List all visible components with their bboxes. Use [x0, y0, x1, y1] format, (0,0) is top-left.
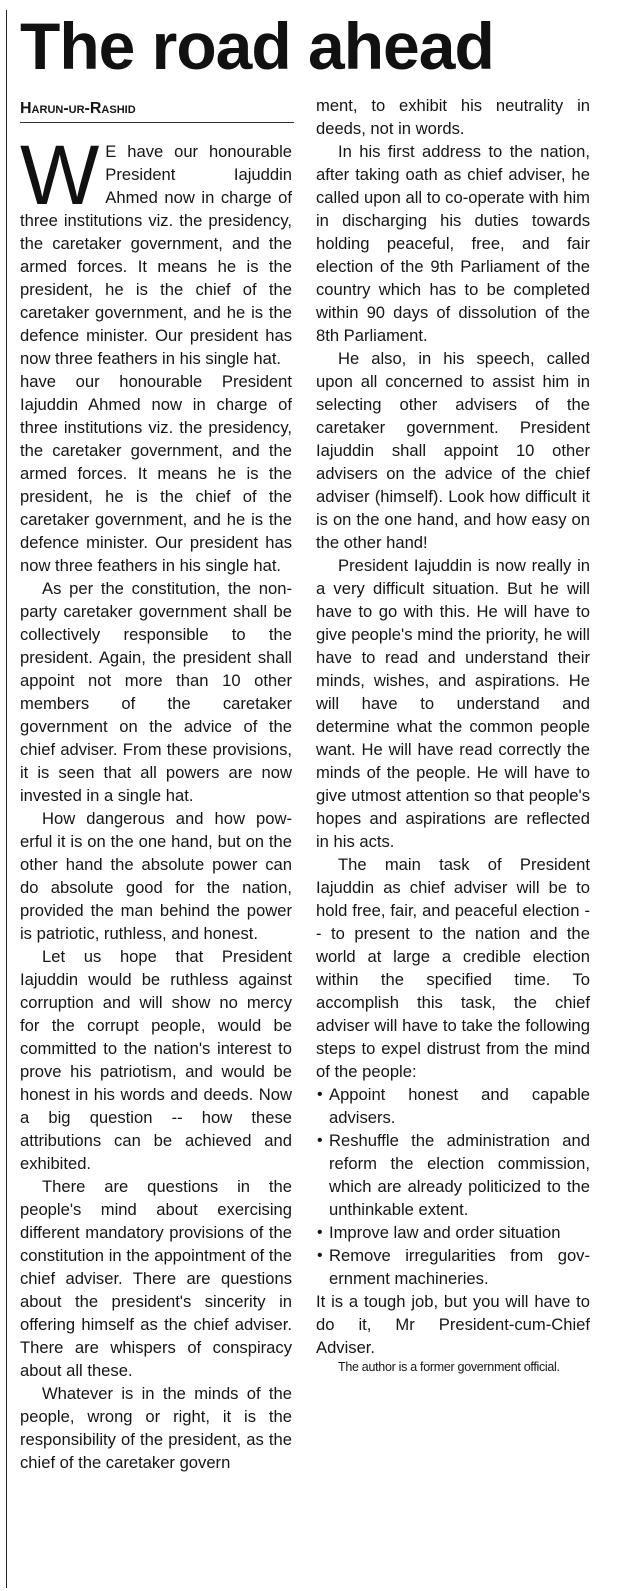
- closing-paragraph: It is a tough job, but you will have to do it, Mr President-cum-Chief Adviser.: [316, 1292, 590, 1357]
- bullet-dot-icon: •: [317, 1224, 323, 1241]
- bullet-item: [316, 1129, 590, 1221]
- bullet-dot-icon: •: [317, 1132, 323, 1149]
- body-paragraph: Let us hope that President Iajuddin would be ruthless against corruption and will show no mercy for the corrupt people, would be committed to the nation's interest to prove his patriotism, and would be honest in his words and deeds. Now a big question -- how these attributions can be achieved and exhibited.: [20, 947, 292, 1173]
- bullet-item: [316, 1221, 590, 1244]
- left-column-rule: [6, 10, 7, 1588]
- author-footnote: The author is a former government official.: [338, 1360, 560, 1374]
- body-paragraph: There are questions in the people's mind about exercising different mandatory provisions of the constitution in the appointment of the chief adviser. There are questions about the president's sincerity in offering himself as the chief adviser. There are whispers of conspiracy about all these.: [20, 1177, 292, 1380]
- byline: Harun-ur-Rashid: [20, 99, 294, 123]
- body-paragraph: Whatever is in the minds of the people, wrong or right, it is the responsibility of the president, as the chief of the caretaker govern: [20, 1384, 292, 1472]
- bullet-text: Improve law and order situation: [329, 1223, 561, 1242]
- body-paragraph: President Iajuddin is now really in a very difficult situation. But he will have to go with this. He will have to give people's mind the priority, he will have to read and understand their minds, wishes, and aspirations. He will have to understand and determine what the common people want. He will have read correctly the minds of the people. He will have to give utmost attention so that people's hopes and aspirations are reflected in his acts.: [316, 556, 590, 851]
- bullet-item: [316, 1244, 590, 1290]
- lead-paragraph: [20, 128, 292, 370]
- bullet-text: Appoint honest and capable advisers.: [329, 1085, 590, 1127]
- body-paragraph: As per the constitution, the non-party caretaker government shall be collectively responsible to the president. Again, the president shall appoint not more than 10 other members of the caretaker government on the advice of the chief adviser. From these provisions, it is seen that all powers are now invested in a single hat.: [20, 579, 292, 805]
- article-column-2: [316, 94, 590, 1375]
- lead-paragraph-text: E have our honourable President Iajuddin Ahmed now in charge of three institutions viz. the presidency, the caretaker government, and the armed forces. It means he is the president, he is the chief of the caretaker government, and he is the defence minister. Our president has now three feathers in his single hat.: [20, 142, 292, 368]
- bullet-list: [316, 1083, 590, 1290]
- headline: The road ahead: [20, 9, 494, 83]
- body-paragraph: have our honourable President Iajuddin Ahmed now in charge of three institutions viz. the presidency, the caretaker government, and the armed forces. It means he is the president, he is the chief of the caretaker government, and he is the defence minister. Our president has now three feathers in his single hat.: [20, 372, 292, 575]
- body-paragraph: The main task of President Iajuddin as chief adviser will be to hold free, fair, and peaceful election -- to present to the nation and the world at large a credible election within the specified time. To accomplish this task, the chief adviser will have to take the following steps to expel distrust from the mind of the people:: [316, 855, 590, 1081]
- body-paragraph: ment, to exhibit his neutrality in deeds, not in words.: [316, 96, 590, 138]
- bullet-dot-icon: •: [317, 1086, 323, 1103]
- bullet-dot-icon: •: [317, 1247, 323, 1264]
- bullet-text: Remove irregularities from government machineries.: [329, 1246, 590, 1288]
- article-column-1: [20, 128, 292, 1474]
- bullet-text: Reshuffle the administration and reform the election commission, which are already politicized to the unthinkable extent.: [329, 1131, 590, 1219]
- body-paragraph: How dangerous and how powerful it is on the one hand, but on the other hand the absolute power can do absolute good for the nation, provided the man behind the power is patriotic, ruthless, and honest.: [20, 809, 292, 943]
- bullet-item: [316, 1083, 590, 1129]
- body-paragraph: In his first address to the nation, after taking oath as chief adviser, he called upon all to co-operate with him in discharging his duties towards holding peaceful, free, and fair election of the 9th Parliament of the country which has to be completed within 90 days of dissolution of the 8th Parliament.: [316, 142, 590, 345]
- drop-cap: W: [20, 128, 100, 222]
- body-paragraph: He also, in his speech, called upon all concerned to assist him in selecting other advisers of the caretaker government. President Iajuddin shall appoint 10 other advisers on the advice of the chief adviser (himself). Look how difficult it is on the one hand, and how easy on the other hand!: [316, 349, 590, 552]
